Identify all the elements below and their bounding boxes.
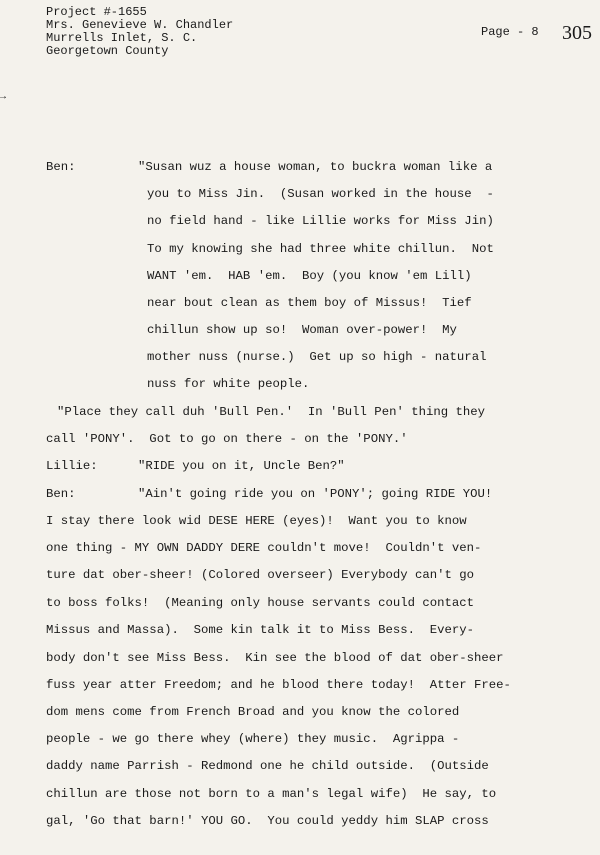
author-name: Mrs. Genevieve W. Chandler — [46, 18, 234, 32]
text-line: nuss for white people. — [147, 377, 310, 391]
speaker-label: Lillie: — [46, 459, 98, 473]
text-line: "Place they call duh 'Bull Pen.' In 'Bull Pen' thing they — [57, 405, 486, 419]
project-number: Project #-1655 — [46, 5, 147, 19]
text-line: ture dat ober-sheer! (Colored overseer) Everybody can't go — [46, 568, 475, 582]
folio-number: 305 — [562, 22, 592, 44]
text-line: dom mens come from French Broad and you know the colored — [46, 705, 460, 719]
text-line: call 'PONY'. Got to go on there - on the 'PONY.' — [46, 432, 408, 446]
text-line: near bout clean as them boy of Missus! Tief — [147, 296, 472, 310]
text-line: one thing - MY OWN DADDY DERE couldn't move! Couldn't ven- — [46, 541, 482, 555]
text-line: chillun show up so! Woman over-power! My — [147, 323, 457, 337]
text-line: you to Miss Jin. (Susan worked in the house - — [147, 187, 494, 201]
text-line: body don't see Miss Bess. Kin see the blood of dat ober-sheer — [46, 651, 504, 665]
text-line: people - we go there whey (where) they music. Agrippa - — [46, 732, 460, 746]
text-line: to boss folks! (Meaning only house servants could contact — [46, 596, 475, 610]
text-line: daddy name Parrish - Redmond one he child outside. (Outside — [46, 759, 489, 773]
speaker-label: Ben: — [46, 160, 76, 174]
header-block — [46, 6, 233, 58]
text-line: "RIDE you on it, Uncle Ben?" — [138, 459, 345, 473]
margin-mark: → — [0, 92, 7, 103]
text-line: I stay there look wid DESE HERE (eyes)! Want you to know — [46, 514, 467, 528]
text-line: mother nuss (nurse.) Get up so high - natural — [147, 350, 487, 364]
county: Georgetown County — [46, 44, 169, 58]
text-line: "Susan wuz a house woman, to buckra woman like a — [138, 160, 493, 174]
location: Murrells Inlet, S. C. — [46, 31, 198, 45]
text-line: "Ain't going ride you on 'PONY'; going RIDE YOU! — [138, 487, 493, 501]
text-line: chillun are those not born to a man's legal wife) He say, to — [46, 787, 497, 801]
text-line: no field hand - like Lillie works for Miss Jin) — [147, 214, 494, 228]
text-line: Missus and Massa). Some kin talk it to Miss Bess. Every- — [46, 623, 475, 637]
page-number: Page - 8 — [481, 25, 539, 39]
speaker-label: Ben: — [46, 487, 76, 501]
text-line: gal, 'Go that barn!' YOU GO. You could yeddy him SLAP cross — [46, 814, 489, 828]
text-line: To my knowing she had three white chillun. Not — [147, 242, 494, 256]
text-line: WANT 'em. HAB 'em. Boy (you know 'em Lill) — [147, 269, 472, 283]
text-line: fuss year atter Freedom; and he blood there today! Atter Free- — [46, 678, 511, 692]
